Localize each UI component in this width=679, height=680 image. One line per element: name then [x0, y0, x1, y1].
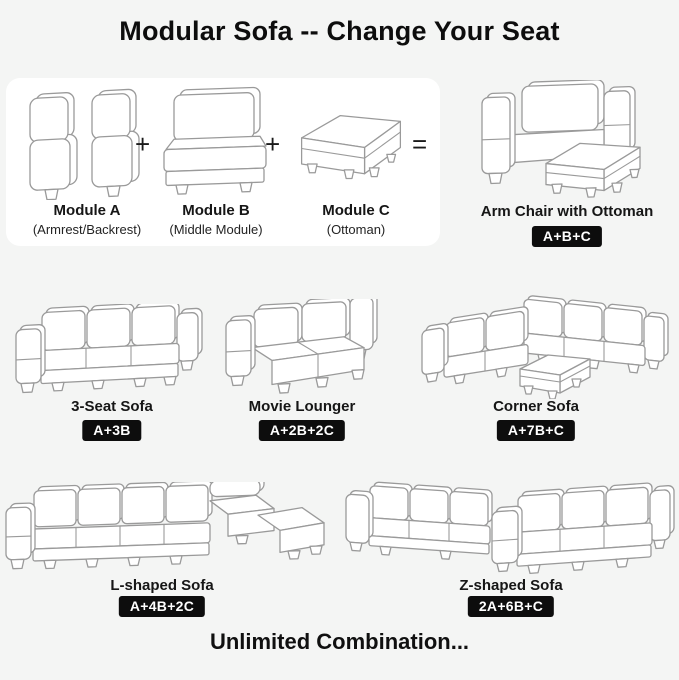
corner-sofa-label: Corner Sofa [493, 398, 579, 415]
module-c-subtitle: (Ottoman) [326, 222, 386, 237]
movie-lounger-formula-badge: A+2B+2C [259, 420, 345, 441]
module-a-illustration [22, 88, 152, 200]
module-a-name: Module A [53, 202, 121, 219]
z-shaped-sofa-illustration [344, 478, 676, 580]
l-shaped-sofa-formula-badge: A+4B+2C [119, 596, 205, 617]
footer-tagline: Unlimited Combination... [209, 629, 470, 654]
plus-operator-1: + [135, 129, 151, 159]
l-shaped-sofa-illustration [4, 482, 342, 580]
module-b-subtitle: (Middle Module) [169, 222, 263, 237]
three-seat-sofa-illustration [14, 304, 206, 396]
corner-sofa-formula-badge: A+7B+C [497, 420, 575, 441]
module-c-illustration [288, 103, 414, 195]
z-shaped-sofa-formula-badge: 2A+6B+C [468, 596, 554, 617]
module-b-illustration [152, 86, 282, 198]
equals-operator: = [412, 129, 428, 159]
module-c-name: Module C [322, 202, 390, 219]
three-seat-sofa-label: 3-Seat Sofa [71, 398, 153, 415]
arm-chair-illustration [476, 80, 658, 204]
arm-chair-formula-badge: A+B+C [532, 226, 602, 247]
movie-lounger-label: Movie Lounger [248, 398, 356, 415]
l-shaped-sofa-label: L-shaped Sofa [110, 577, 214, 594]
movie-lounger-illustration [224, 299, 389, 399]
three-seat-sofa-formula-badge: A+3B [82, 420, 141, 441]
corner-sofa-illustration [420, 295, 672, 399]
module-a-subtitle: (Armrest/Backrest) [32, 222, 142, 237]
page-title: Modular Sofa -- Change Your Seat [119, 16, 560, 46]
arm-chair-label: Arm Chair with Ottoman [480, 203, 654, 220]
module-b-name: Module B [182, 202, 250, 219]
z-shaped-sofa-label: Z-shaped Sofa [459, 577, 563, 594]
plus-operator-2: + [265, 129, 281, 159]
